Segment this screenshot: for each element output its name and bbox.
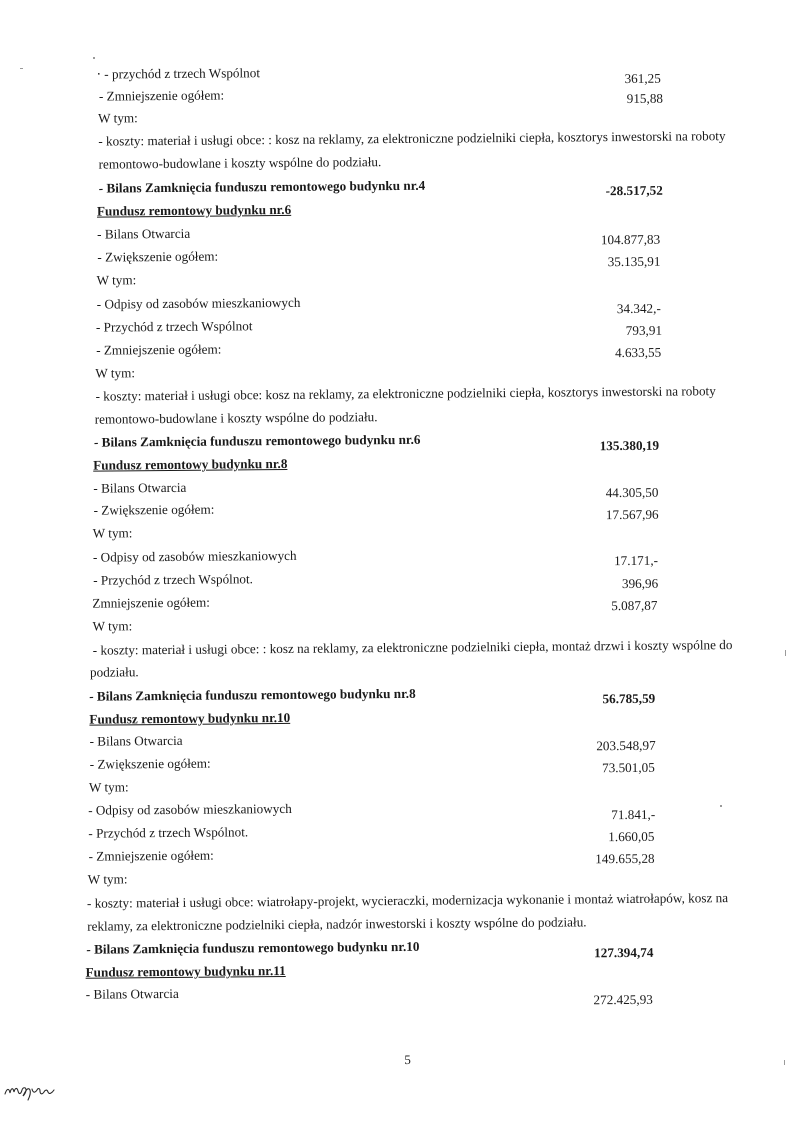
- przychod-value: 1.660,05: [608, 828, 655, 845]
- odpisy-value: 17.171,-: [613, 552, 659, 569]
- odpisy-value: 71.841,-: [611, 806, 656, 823]
- bilans-otwarcia-label: - Bilans Otwarcia: [85, 985, 179, 1002]
- bilans-otwarcia-label: - Bilans Otwarcia: [93, 479, 187, 496]
- zmniejszenie-label: - Zmniejszenie ogółem:: [88, 847, 214, 864]
- zwiekszenie-value: 35.135,91: [607, 253, 661, 270]
- przychod-value: 396,96: [621, 575, 659, 592]
- section-heading: Fundusz remontowy budynku nr.8: [93, 455, 288, 473]
- zwiekszenie-value: 17.567,96: [605, 506, 659, 523]
- list-item: [97, 65, 260, 82]
- zmniejszenie-value: 4.633,55: [614, 344, 662, 361]
- bilans-zamkniecia-label: - Bilans Zamknięcia funduszu remontowego budynku nr.10: [86, 938, 420, 957]
- koszty-line-2: podziału.: [89, 664, 139, 680]
- przychod-value: 361,25: [624, 70, 661, 86]
- bilans-otwarcia-value: 203.548,97: [596, 737, 656, 754]
- bullet-mark: ‧ -: [96, 66, 109, 82]
- przychod-label: przychód z trzech Wspólnot: [111, 65, 261, 82]
- section-heading: Fundusz remontowy budynku nr.11: [85, 962, 286, 980]
- koszty-line-1: - koszty: materiał i usługi obce: wiatrołapy-projekt, wycieraczki, modernizacja wykonanie i montaż wiatrołapów, kosz na: [86, 890, 729, 911]
- koszty-line-1: - koszty: materiał i usługi obce: : kosz na reklamy, za elektroniczne podzielniki ciepła, montaż drzwi i koszty wspólne do: [92, 637, 733, 658]
- bilans-otwarcia-label: - Bilans Otwarcia: [89, 732, 183, 749]
- przychod-value: 793,91: [625, 322, 663, 338]
- zmniejszenie-value: 5.087,87: [611, 597, 658, 614]
- section-heading: Fundusz remontowy budynku nr.6: [96, 201, 292, 219]
- koszty-line-1: - koszty: materiał i usługi obce: : kosz na reklamy, za elektroniczne podzielniki ciepła, kosztorys inwestorski na roboty: [98, 128, 726, 149]
- bilans-zamkniecia-value: 135.380,19: [599, 437, 660, 454]
- bilans-zamkniecia-label: - Bilans Zamknięcia funduszu remontowego budynku nr.8: [89, 685, 416, 704]
- odpisy-label: - Odpisy od zasobów mieszkaniowych: [88, 800, 292, 818]
- bilans-zamkniecia-value: -28.517,52: [605, 182, 663, 199]
- section-heading: Fundusz remontowy budynku nr.10: [89, 709, 291, 727]
- handwritten-signature: [2, 1078, 58, 1102]
- przychod-label: - Przychód z trzech Wspólnot.: [93, 571, 254, 588]
- bilans-zamkniecia-label: - Bilans Zamknięcia funduszu remontowego budynku nr.6: [93, 431, 421, 450]
- zwiekszenie-label: - Zwiększenie ogółem:: [89, 755, 211, 772]
- scan-speck: [784, 1060, 785, 1065]
- wtym-label: W tym:: [92, 618, 133, 634]
- zmniejszenie-value: 149.655,28: [595, 850, 655, 867]
- zmniejszenie-value: 915,88: [626, 90, 664, 106]
- bilans-otwarcia-value: 104.877,83: [600, 231, 661, 248]
- bilans-zamkniecia-label: - Bilans Zamknięcia funduszu remontowego budynku nr.4: [98, 177, 426, 196]
- koszty-line-2: reklamy, za elektroniczne podzielniki ciepła, nadzór inwestorski i koszty wspólne do podziału.: [87, 914, 587, 934]
- zmniejszenie-label: Zmniejszenie ogółem:: [92, 594, 210, 611]
- wtym-label: W tym:: [96, 272, 137, 288]
- bilans-otwarcia-value: 272.425,93: [593, 991, 653, 1008]
- wtym-label: W tym:: [87, 871, 128, 887]
- koszty-line-2: remontowo-budowlane i koszty wspólne do podziału.: [94, 409, 378, 427]
- zwiekszenie-label: - Zwiększenie ogółem:: [93, 501, 215, 518]
- page-number: 5: [404, 1051, 411, 1067]
- odpisy-label: - Odpisy od zasobów mieszkaniowych: [92, 547, 297, 565]
- wtym-label: W tym:: [95, 365, 136, 381]
- bilans-otwarcia-label: - Bilans Otwarcia: [97, 225, 191, 242]
- koszty-line-1: - koszty: materiał i usługi obce: kosz na reklamy, za elektroniczne podzielniki ciepła, kosztorys inwestorski na roboty: [95, 383, 716, 404]
- zwiekszenie-label: - Zwiększenie ogółem:: [97, 248, 219, 265]
- przychod-label: - Przychód z trzech Wspólnot.: [88, 824, 249, 841]
- wtym-label: W tym:: [98, 110, 138, 126]
- przychod-label: - Przychód z trzech Wspólnot: [95, 318, 253, 335]
- odpisy-label: - Odpisy od zasobów mieszkaniowych: [96, 294, 301, 312]
- scan-speck: [720, 805, 722, 807]
- bilans-zamkniecia-value: 56.785,59: [602, 690, 656, 707]
- bilans-zamkniecia-value: 127.394,74: [594, 944, 654, 961]
- zwiekszenie-value: 73.501,05: [602, 759, 655, 776]
- bilans-otwarcia-value: 44.305,50: [605, 484, 659, 501]
- odpisy-value: 34.342,-: [616, 300, 661, 317]
- wtym-label: W tym:: [88, 779, 129, 795]
- zmniejszenie-label: - Zmniejszenie ogółem:: [96, 341, 222, 358]
- wtym-label: W tym:: [92, 525, 133, 541]
- scan-speck: [785, 650, 786, 656]
- koszty-line-2: remontowo-budowlane i koszty wspólne do podziału.: [98, 154, 382, 172]
- zmniejszenie-label: - Zmniejszenie ogółem:: [98, 87, 225, 104]
- scan-speck: [93, 57, 95, 59]
- scan-speck: [20, 68, 23, 69]
